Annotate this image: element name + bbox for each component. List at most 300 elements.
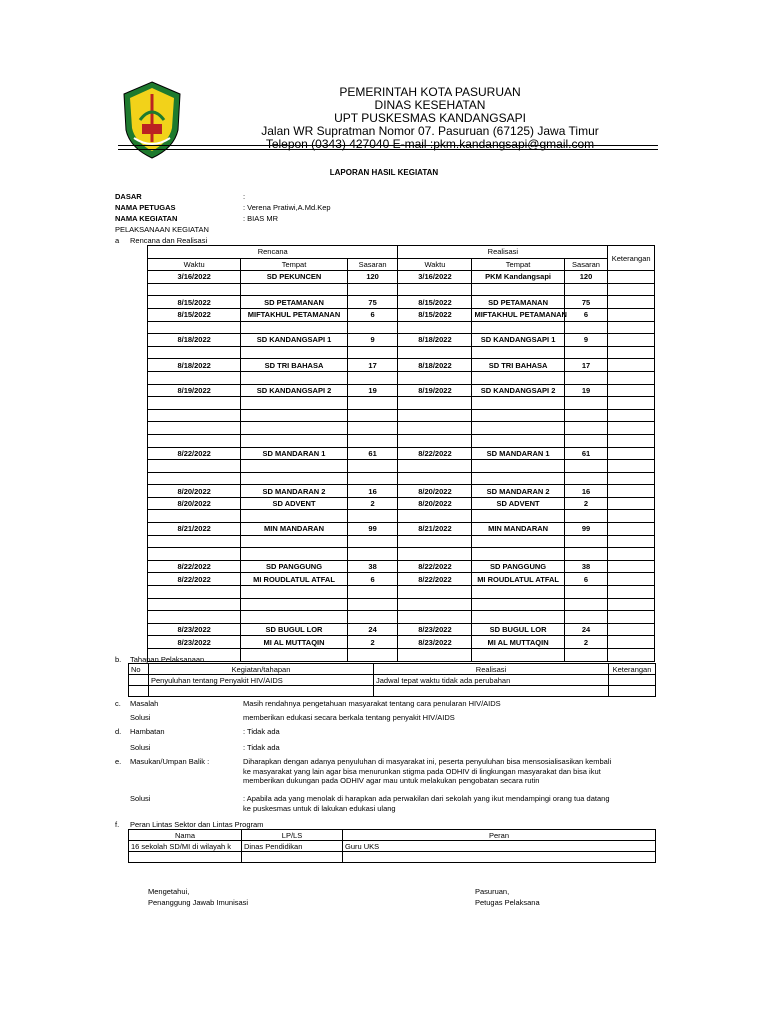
cell-tempat-rencana: SD TRI BAHASA xyxy=(241,359,347,372)
cell-tempat-realisasi: SD MANDARAN 1 xyxy=(472,447,564,460)
cell-sasaran-rencana: 19 xyxy=(347,384,398,397)
cell-waktu-realisasi xyxy=(398,409,472,422)
cell-tempat-rencana: SD PANGGUNG xyxy=(241,560,347,573)
cell-tempat-rencana xyxy=(241,371,347,384)
cell-sasaran-rencana xyxy=(347,598,398,611)
cell-sasaran-rencana: 75 xyxy=(347,296,398,309)
col-waktu-rencana: Waktu xyxy=(148,258,241,271)
cell-keterangan xyxy=(608,649,655,662)
table-row xyxy=(148,308,655,321)
cell-waktu-rencana xyxy=(148,283,241,296)
cell-waktu-rencana: 8/20/2022 xyxy=(148,497,241,510)
masukan-label: Masukan/Umpan Balik : xyxy=(130,757,210,766)
cell-waktu-rencana xyxy=(148,371,241,384)
signature-right-line2: Petugas Pelaksana xyxy=(475,898,540,907)
cell-keterangan xyxy=(608,523,655,536)
col-waktu-realisasi: Waktu xyxy=(398,258,472,271)
cell-keterangan xyxy=(608,510,655,523)
cell-tempat-realisasi xyxy=(472,409,564,422)
cell-tempat-realisasi: SD PETAMANAN xyxy=(472,296,564,309)
cell-tempat-rencana: SD ADVENT xyxy=(241,497,347,510)
table-row xyxy=(148,296,655,309)
cell-waktu-rencana xyxy=(148,434,241,447)
letterhead-line1: PEMERINTAH KOTA PASURUAN xyxy=(339,85,521,99)
cell-sasaran-rencana: 6 xyxy=(347,573,398,586)
col-keterangan: Keterangan xyxy=(608,246,655,271)
table-row xyxy=(148,611,655,624)
cell-waktu-realisasi xyxy=(398,548,472,561)
cell-tempat-rencana xyxy=(241,422,347,435)
cell-tempat-realisasi xyxy=(472,283,564,296)
table-row xyxy=(148,283,655,296)
cell-waktu-realisasi xyxy=(398,434,472,447)
cell-sasaran-realisasi: 75 xyxy=(564,296,608,309)
cell-keterangan xyxy=(608,623,655,636)
cell-waktu-realisasi: 8/19/2022 xyxy=(398,384,472,397)
cell-sasaran-rencana xyxy=(347,397,398,410)
cell-waktu-realisasi xyxy=(398,472,472,485)
cell-waktu-rencana: 8/22/2022 xyxy=(148,573,241,586)
cell-tempat-realisasi: MI ROUDLATUL ATFAL xyxy=(472,573,564,586)
table-row xyxy=(148,649,655,662)
table-row xyxy=(148,321,655,334)
table-row xyxy=(129,686,656,697)
col-nama: Nama xyxy=(129,830,242,841)
cell-tempat-rencana: SD MANDARAN 2 xyxy=(241,485,347,498)
cell-sasaran-realisasi: 6 xyxy=(564,308,608,321)
letterhead-line3: UPT PUSKESMAS KANDANGSAPI xyxy=(334,111,526,125)
cell-waktu-realisasi: 8/20/2022 xyxy=(398,485,472,498)
cell-tempat-realisasi: SD KANDANGSAPI 2 xyxy=(472,384,564,397)
cell-tempat-rencana: SD PETAMANAN xyxy=(241,296,347,309)
cell-tempat-rencana xyxy=(241,434,347,447)
solusi-d-value: : Tidak ada xyxy=(243,743,280,752)
cell-kegiatan: Penyuluhan tentang Penyakit HIV/AIDS xyxy=(149,675,374,686)
section-b-marker: b. xyxy=(115,655,122,664)
letterhead-phone: Telepon (0343) 427040 E-mail :pkm.kandangsapi@gmail.com xyxy=(265,137,595,151)
col-lpls: LP/LS xyxy=(242,830,343,841)
cell-tempat-realisasi xyxy=(472,434,564,447)
signature-left-line1: Mengetahui, xyxy=(148,887,190,896)
table-row xyxy=(148,334,655,347)
table-row xyxy=(148,359,655,372)
cell-sasaran-rencana xyxy=(347,321,398,334)
table-row xyxy=(148,409,655,422)
cell-sasaran-rencana xyxy=(347,548,398,561)
cell-tempat-rencana: SD KANDANGSAPI 2 xyxy=(241,384,347,397)
cell-sasaran-rencana xyxy=(347,586,398,599)
cell-sasaran-rencana: 38 xyxy=(347,560,398,573)
cell-tempat-rencana xyxy=(241,611,347,624)
cell-sasaran-realisasi xyxy=(564,460,608,473)
table-row xyxy=(148,497,655,510)
cell-tempat-realisasi xyxy=(472,472,564,485)
hambatan-value: : Tidak ada xyxy=(243,727,280,736)
cell-keterangan xyxy=(608,460,655,473)
col-tempat-realisasi: Tempat xyxy=(472,258,564,271)
table-row xyxy=(129,675,656,686)
cell-sasaran-realisasi xyxy=(564,510,608,523)
cell-tempat-realisasi: PKM Kandangsapi xyxy=(472,271,564,284)
cell-waktu-rencana xyxy=(148,409,241,422)
cell-sasaran-realisasi: 24 xyxy=(564,623,608,636)
cell-sasaran-realisasi: 2 xyxy=(564,636,608,649)
table-row xyxy=(129,852,656,863)
table-row xyxy=(148,560,655,573)
cell-tempat-rencana xyxy=(241,510,347,523)
cell-sasaran-rencana xyxy=(347,649,398,662)
cell-tempat-realisasi: SD TRI BAHASA xyxy=(472,359,564,372)
cell-keterangan xyxy=(608,371,655,384)
cell-sasaran-rencana xyxy=(347,510,398,523)
cell-waktu-rencana: 8/19/2022 xyxy=(148,384,241,397)
masukan-line1: Diharapkan dengan adanya penyuluhan di masyarakat ini, peserta penyuluhan bisa mensosialisasikan kembali xyxy=(243,757,612,766)
cell-sasaran-rencana: 2 xyxy=(347,497,398,510)
section-f-marker: f. xyxy=(115,820,120,829)
table-row xyxy=(148,548,655,561)
cell-sasaran-realisasi xyxy=(564,422,608,435)
cell-tempat-rencana: SD MANDARAN 1 xyxy=(241,447,347,460)
section-a-marker: a xyxy=(115,236,120,245)
cell-waktu-rencana xyxy=(148,598,241,611)
table-row xyxy=(129,841,656,852)
cell-waktu-rencana: 8/23/2022 xyxy=(148,636,241,649)
table-row xyxy=(148,586,655,599)
cell-waktu-rencana xyxy=(148,346,241,359)
cell-waktu-rencana xyxy=(148,586,241,599)
cell-keterangan xyxy=(609,675,656,686)
cell-keterangan xyxy=(608,447,655,460)
group-rencana: Rencana xyxy=(148,246,398,259)
cell-tempat-rencana xyxy=(241,283,347,296)
cell-tempat-realisasi: SD PANGGUNG xyxy=(472,560,564,573)
cell-waktu-realisasi: 8/22/2022 xyxy=(398,560,472,573)
cell-tempat-rencana: SD KANDANGSAPI 1 xyxy=(241,334,347,347)
cell-waktu-realisasi xyxy=(398,283,472,296)
cell-keterangan xyxy=(608,497,655,510)
cell-waktu-realisasi: 8/15/2022 xyxy=(398,308,472,321)
cell-peran: Guru UKS xyxy=(343,841,656,852)
table-row xyxy=(148,510,655,523)
cell-sasaran-realisasi xyxy=(564,535,608,548)
cell-keterangan xyxy=(608,573,655,586)
cell-keterangan xyxy=(608,296,655,309)
cell-tempat-rencana xyxy=(241,460,347,473)
pelaksanaan-label: PELAKSANAAN KEGIATAN xyxy=(115,225,209,234)
cell-sasaran-realisasi xyxy=(564,409,608,422)
cell-keterangan xyxy=(608,472,655,485)
letterhead-rule-thin xyxy=(118,149,658,150)
cell-sasaran-rencana xyxy=(347,346,398,359)
cell-keterangan xyxy=(608,308,655,321)
cell-tempat-realisasi xyxy=(472,586,564,599)
col-keterangan: Keterangan xyxy=(609,664,656,675)
col-no: No xyxy=(129,664,149,675)
col-realisasi: Realisasi xyxy=(374,664,609,675)
cell-waktu-rencana: 8/15/2022 xyxy=(148,296,241,309)
cell-waktu-rencana: 8/22/2022 xyxy=(148,560,241,573)
cell-keterangan xyxy=(608,384,655,397)
cell-tempat-realisasi: SD ADVENT xyxy=(472,497,564,510)
table-row xyxy=(148,636,655,649)
cell-waktu-rencana xyxy=(148,548,241,561)
cell-tempat-rencana: MIN MANDARAN xyxy=(241,523,347,536)
tahapan-table xyxy=(128,663,656,697)
cell-waktu-rencana xyxy=(148,472,241,485)
cell-tempat-realisasi xyxy=(472,548,564,561)
solusi-e-line2: ke puskesmas untuk di lakukan edukasi ulang xyxy=(243,804,396,813)
cell-tempat-rencana xyxy=(241,586,347,599)
cell-tempat-rencana: MIFTAKHUL PETAMANAN xyxy=(241,308,347,321)
table-row xyxy=(148,271,655,284)
cell-sasaran-realisasi xyxy=(564,397,608,410)
cell-tempat-realisasi: MIFTAKHUL PETAMANAN xyxy=(472,308,564,321)
table-row xyxy=(148,371,655,384)
cell-sasaran-rencana: 24 xyxy=(347,623,398,636)
cell-tempat-realisasi: SD MANDARAN 2 xyxy=(472,485,564,498)
cell-sasaran-realisasi xyxy=(564,321,608,334)
petugas-value: : Verena Pratiwi,A.Md.Kep xyxy=(243,203,331,212)
cell-waktu-rencana: 3/16/2022 xyxy=(148,271,241,284)
cell-waktu-rencana xyxy=(148,535,241,548)
cell-realisasi: Jadwal tepat waktu tidak ada perubahan xyxy=(374,675,609,686)
cell-tempat-realisasi xyxy=(472,371,564,384)
cell-tempat-rencana xyxy=(241,409,347,422)
cell-tempat-realisasi: MIN MANDARAN xyxy=(472,523,564,536)
cell-sasaran-realisasi: 16 xyxy=(564,485,608,498)
masalah-label: Masalah xyxy=(130,699,159,708)
cell-sasaran-realisasi xyxy=(564,346,608,359)
cell-sasaran-realisasi xyxy=(564,548,608,561)
cell-sasaran-realisasi xyxy=(564,611,608,624)
cell-sasaran-realisasi: 6 xyxy=(564,573,608,586)
cell-waktu-realisasi: 8/18/2022 xyxy=(398,359,472,372)
section-e-marker: e. xyxy=(115,757,122,766)
cell-waktu-realisasi xyxy=(398,346,472,359)
cell-tempat-rencana: MI AL MUTTAQIN xyxy=(241,636,347,649)
cell-sasaran-realisasi: 19 xyxy=(564,384,608,397)
section-d-marker: d. xyxy=(115,727,122,736)
table-header-row xyxy=(129,830,656,841)
cell-waktu-rencana: 8/23/2022 xyxy=(148,623,241,636)
cell-waktu-realisasi: 8/15/2022 xyxy=(398,296,472,309)
cell-sasaran-rencana: 9 xyxy=(347,334,398,347)
cell-sasaran-realisasi: 2 xyxy=(564,497,608,510)
cell-waktu-realisasi xyxy=(398,611,472,624)
cell-keterangan xyxy=(608,271,655,284)
cell-tempat-rencana xyxy=(241,346,347,359)
cell-keterangan xyxy=(608,346,655,359)
cell-waktu-rencana: 8/20/2022 xyxy=(148,485,241,498)
cell-sasaran-realisasi: 120 xyxy=(564,271,608,284)
cell-tempat-realisasi xyxy=(472,346,564,359)
table-row xyxy=(148,598,655,611)
cell-keterangan xyxy=(608,548,655,561)
table-header-row xyxy=(129,664,656,675)
cell-keterangan xyxy=(608,321,655,334)
cell-waktu-rencana: 8/21/2022 xyxy=(148,523,241,536)
cell-keterangan xyxy=(608,636,655,649)
cell-tempat-rencana xyxy=(241,321,347,334)
hambatan-label: Hambatan xyxy=(130,727,165,736)
cell-lpls: Dinas Pendidikan xyxy=(242,841,343,852)
cell-keterangan xyxy=(608,535,655,548)
rencana-realisasi-table xyxy=(147,245,655,662)
cell-tempat-realisasi xyxy=(472,460,564,473)
cell-keterangan xyxy=(608,586,655,599)
solusi-e-line1: : Apabila ada yang menolak di harapkan ada perwakilan dari sekolah yang ikut mendampingi orang tua datang xyxy=(243,794,610,803)
cell-keterangan xyxy=(608,359,655,372)
cell-waktu-rencana xyxy=(148,422,241,435)
cell-keterangan xyxy=(608,598,655,611)
cell-tempat-realisasi xyxy=(472,611,564,624)
cell-sasaran-rencana: 61 xyxy=(347,447,398,460)
section-f-label: Peran Lintas Sektor dan Lintas Program xyxy=(130,820,264,829)
cell-waktu-realisasi: 8/22/2022 xyxy=(398,447,472,460)
cell-tempat-realisasi: SD BUGUL LOR xyxy=(472,623,564,636)
signature-left-line2: Penanggung Jawab Imunisasi xyxy=(148,898,249,907)
cell-waktu-realisasi xyxy=(398,460,472,473)
cell-waktu-realisasi xyxy=(398,397,472,410)
table-row xyxy=(148,447,655,460)
cell-waktu-rencana xyxy=(148,397,241,410)
solusi-c-value: memberikan edukasi secara berkala tentang penyakit HIV/AIDS xyxy=(243,713,455,722)
cell-sasaran-rencana xyxy=(347,535,398,548)
cell-sasaran-realisasi xyxy=(564,598,608,611)
cell-tempat-realisasi: MI AL MUTTAQIN xyxy=(472,636,564,649)
cell-tempat-rencana xyxy=(241,598,347,611)
solusi-e-label: Solusi xyxy=(130,794,151,803)
kegiatan-label: NAMA KEGIATAN xyxy=(115,214,178,223)
cell-tempat-realisasi: SD KANDANGSAPI 1 xyxy=(472,334,564,347)
table-group-header-row xyxy=(148,246,655,259)
cell-sasaran-rencana: 16 xyxy=(347,485,398,498)
cell-waktu-realisasi xyxy=(398,535,472,548)
cell-tempat-realisasi xyxy=(472,535,564,548)
table-row xyxy=(148,384,655,397)
cell-keterangan xyxy=(608,485,655,498)
cell-sasaran-realisasi xyxy=(564,649,608,662)
cell-keterangan xyxy=(608,397,655,410)
cell-keterangan xyxy=(608,283,655,296)
cell-waktu-rencana: 8/18/2022 xyxy=(148,359,241,372)
cell-tempat-rencana xyxy=(241,535,347,548)
letterhead-address: Jalan WR Supratman Nomor 07. Pasuruan (67125) Jawa Timur xyxy=(261,124,599,138)
section-b-label: Tahapan Pelaksanaan xyxy=(130,655,205,664)
cell-waktu-realisasi: 8/20/2022 xyxy=(398,497,472,510)
lintas-sektor-table xyxy=(128,829,656,863)
table-row xyxy=(148,397,655,410)
cell-waktu-rencana xyxy=(148,460,241,473)
cell-keterangan xyxy=(608,611,655,624)
cell-sasaran-realisasi: 17 xyxy=(564,359,608,372)
cell-tempat-realisasi xyxy=(472,397,564,410)
dasar-label: DASAR xyxy=(115,192,142,201)
cell-waktu-realisasi xyxy=(398,371,472,384)
cell-sasaran-rencana xyxy=(347,611,398,624)
cell-waktu-realisasi: 8/21/2022 xyxy=(398,523,472,536)
cell-sasaran-realisasi xyxy=(564,371,608,384)
cell-waktu-rencana xyxy=(148,510,241,523)
table-row xyxy=(148,422,655,435)
dasar-value: : xyxy=(243,192,246,201)
cell-sasaran-rencana xyxy=(347,283,398,296)
cell-tempat-rencana xyxy=(241,548,347,561)
col-sasaran-rencana: Sasaran xyxy=(347,258,398,271)
table-row xyxy=(148,573,655,586)
cell-sasaran-rencana xyxy=(347,434,398,447)
cell-sasaran-rencana: 17 xyxy=(347,359,398,372)
col-sasaran-realisasi: Sasaran xyxy=(564,258,608,271)
cell-waktu-rencana xyxy=(148,611,241,624)
cell-waktu-realisasi xyxy=(398,321,472,334)
cell-tempat-realisasi xyxy=(472,510,564,523)
cell-nama: 16 sekolah SD/MI di wilayah k xyxy=(129,841,242,852)
cell-sasaran-rencana: 120 xyxy=(347,271,398,284)
masukan-line2: ke masyarakat yang lain agar bisa menurunkan stigma pada ODHIV di lingkungan masyarakat dan bisa ikut xyxy=(243,767,601,776)
cell-sasaran-realisasi: 99 xyxy=(564,523,608,536)
cell-waktu-realisasi: 3/16/2022 xyxy=(398,271,472,284)
cell-tempat-rencana xyxy=(241,472,347,485)
cell-waktu-realisasi xyxy=(398,510,472,523)
letterhead-rule xyxy=(118,145,658,146)
section-c-marker: c. xyxy=(115,699,121,708)
cell-keterangan xyxy=(608,422,655,435)
cell-waktu-realisasi: 8/22/2022 xyxy=(398,573,472,586)
cell-tempat-realisasi xyxy=(472,422,564,435)
table-row xyxy=(148,523,655,536)
cell-keterangan xyxy=(608,334,655,347)
cell-no xyxy=(129,675,149,686)
cell-tempat-realisasi xyxy=(472,598,564,611)
table-row xyxy=(148,472,655,485)
cell-sasaran-rencana xyxy=(347,472,398,485)
cell-tempat-rencana: SD BUGUL LOR xyxy=(241,623,347,636)
table-row xyxy=(148,346,655,359)
cell-keterangan xyxy=(608,434,655,447)
cell-keterangan xyxy=(608,409,655,422)
cell-waktu-realisasi xyxy=(398,586,472,599)
signature-right-line1: Pasuruan, xyxy=(475,887,510,896)
table-row xyxy=(148,485,655,498)
group-realisasi: Realisasi xyxy=(398,246,608,259)
document-title: LAPORAN HASIL KEGIATAN xyxy=(329,168,439,177)
cell-tempat-rencana xyxy=(241,649,347,662)
cell-waktu-rencana: 8/15/2022 xyxy=(148,308,241,321)
cell-waktu-rencana: 8/18/2022 xyxy=(148,334,241,347)
cell-waktu-realisasi xyxy=(398,598,472,611)
cell-waktu-realisasi xyxy=(398,422,472,435)
table-row xyxy=(148,460,655,473)
cell-sasaran-rencana xyxy=(347,409,398,422)
table-row xyxy=(148,535,655,548)
cell-tempat-realisasi xyxy=(472,321,564,334)
table-row xyxy=(148,623,655,636)
col-tempat-rencana: Tempat xyxy=(241,258,347,271)
cell-sasaran-realisasi xyxy=(564,434,608,447)
letterhead-line2: DINAS KESEHATAN xyxy=(374,98,486,112)
cell-sasaran-realisasi: 9 xyxy=(564,334,608,347)
table-header-row xyxy=(148,258,655,271)
cell-keterangan xyxy=(608,560,655,573)
section-a-label: Rencana dan Realisasi xyxy=(130,236,208,245)
cell-sasaran-realisasi xyxy=(564,283,608,296)
col-peran: Peran xyxy=(343,830,656,841)
cell-tempat-rencana xyxy=(241,397,347,410)
cell-sasaran-realisasi: 38 xyxy=(564,560,608,573)
cell-waktu-rencana: 8/22/2022 xyxy=(148,447,241,460)
cell-sasaran-rencana xyxy=(347,460,398,473)
